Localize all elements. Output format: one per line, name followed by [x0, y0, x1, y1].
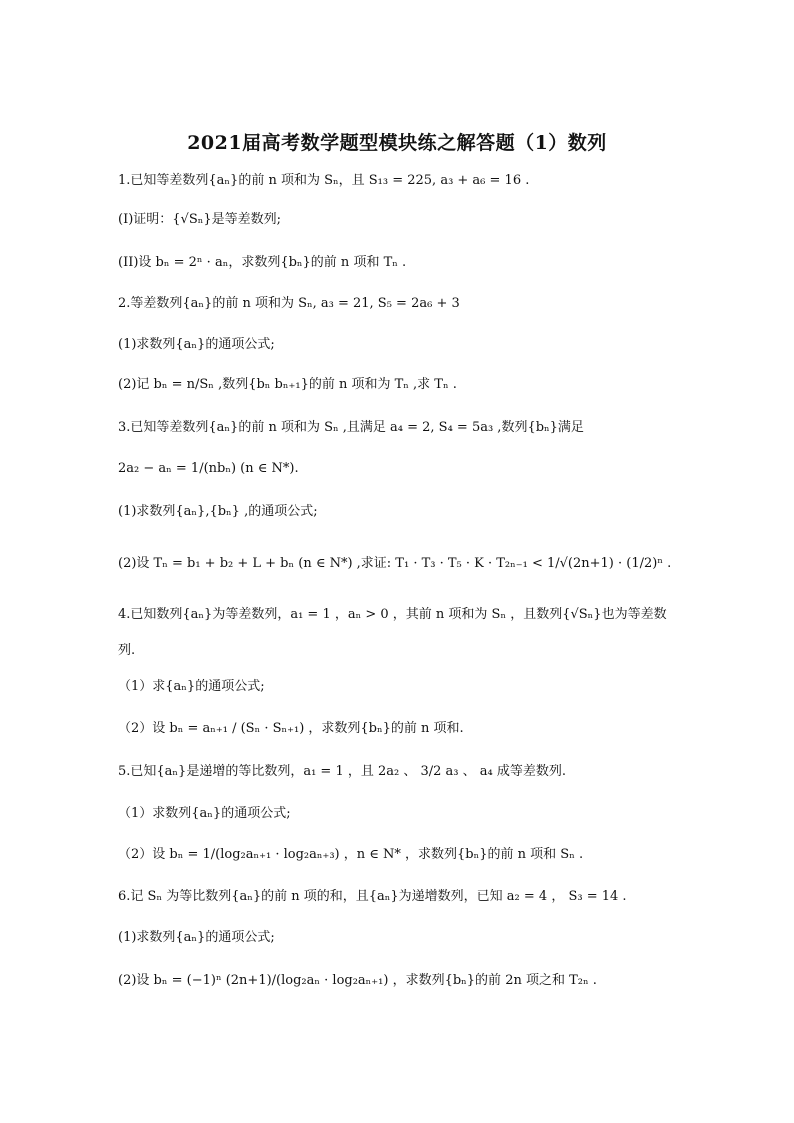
problem-3-statement: 3.已知等差数列{aₙ}的前 n 项和为 Sₙ ,且满足 a₄ = 2, S₄ = 5a₃ ,数列{bₙ}满足: [118, 420, 584, 435]
problem-4-statement-cont: 列.: [118, 643, 136, 658]
problem-3-condition: 2a₂ − aₙ = 1/(nbₙ) (n ∈ N*).: [118, 461, 299, 476]
problem-2-part-1: (1)求数列{aₙ}的通项公式;: [118, 337, 275, 352]
problem-2-statement: 2.等差数列{aₙ}的前 n 项和为 Sₙ, a₃ = 21, S₅ = 2a₆ + 3: [118, 296, 460, 311]
problem-6-statement: 6.记 Sₙ 为等比数列{aₙ}的前 n 项的和，且{aₙ}为递增数列，已知 a₂ = 4 ， S₃ = 14 .: [118, 889, 627, 904]
problem-2-part-2: (2)记 bₙ = n/Sₙ ,数列{bₙ bₙ₊₁}的前 n 项和为 Tₙ ,求 Tₙ .: [118, 377, 457, 392]
problem-5-statement: 5.已知{aₙ}是递增的等比数列，a₁ = 1 ，且 2a₂ 、 3/2 a₃ 、 a₄ 成等差数列.: [118, 764, 566, 779]
problem-4-statement: 4.已知数列{aₙ}为等差数列，a₁ = 1 ，aₙ > 0 ，其前 n 项和为 Sₙ ，且数列{√Sₙ}也为等差数: [118, 607, 667, 622]
problem-4-part-2: （2）设 bₙ = aₙ₊₁ / (Sₙ · Sₙ₊₁) ，求数列{bₙ}的前 n 项和.: [118, 721, 464, 736]
problem-3-part-2: (2)设 Tₙ = b₁ + b₂ + L + bₙ (n ∈ N*) ,求证: T₁ · T₃ · T₅ · K · T₂ₙ₋₁ < 1/√(2n+1) · (1/2)ⁿ .: [118, 556, 672, 571]
problem-3-part-1: (1)求数列{aₙ},{bₙ} ,的通项公式;: [118, 504, 318, 519]
problem-1-part-1: (I)证明：{√Sₙ}是等差数列;: [118, 212, 282, 227]
problem-6-part-2: (2)设 bₙ = (−1)ⁿ (2n+1)/(log₂aₙ · log₂aₙ₊₁) ，求数列{bₙ}的前 2n 项之和 T₂ₙ .: [118, 973, 597, 988]
problem-5-part-2: （2）设 bₙ = 1/(log₂aₙ₊₁ · log₂aₙ₊₃) ，n ∈ N* ，求数列{bₙ}的前 n 项和 Sₙ .: [118, 847, 584, 862]
page-title: 2021届高考数学题型模块练之解答题（1）数列: [187, 132, 607, 154]
problem-1-part-2: (II)设 bₙ = 2ⁿ · aₙ，求数列{bₙ}的前 n 项和 Tₙ .: [118, 255, 407, 270]
problem-4-part-1: （1）求{aₙ}的通项公式;: [118, 679, 265, 694]
problem-1-statement: 1.已知等差数列{aₙ}的前 n 项和为 Sₙ，且 S₁₃ = 225, a₃ + a₆ = 16 .: [118, 173, 530, 188]
problem-5-part-1: （1）求数列{aₙ}的通项公式;: [118, 806, 291, 821]
problem-6-part-1: (1)求数列{aₙ}的通项公式;: [118, 930, 275, 945]
